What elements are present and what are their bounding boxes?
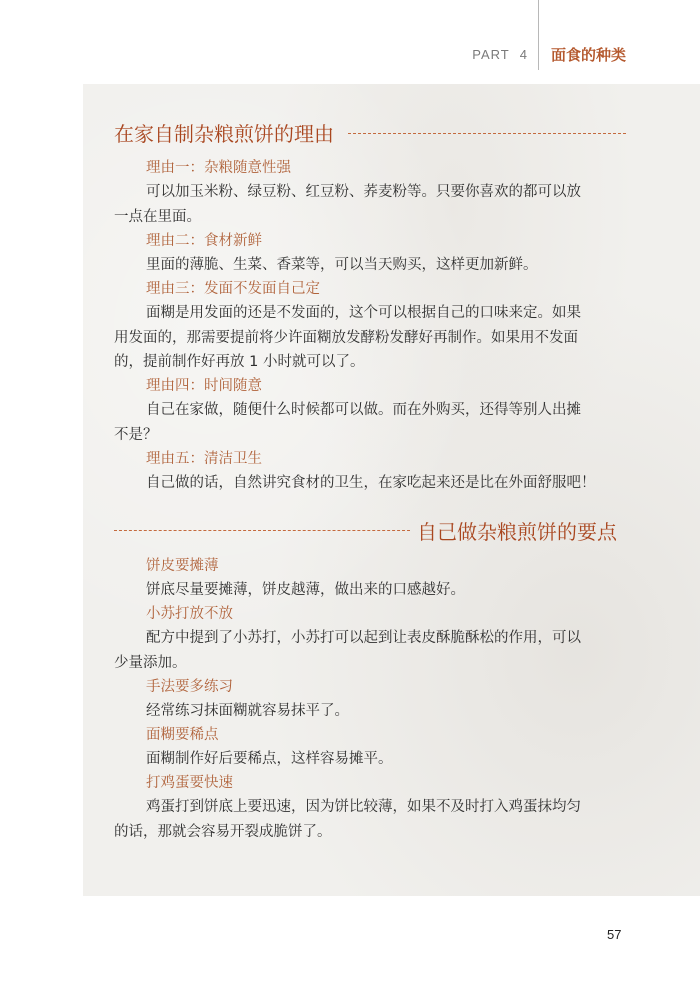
reason-1-line-2: 一点在里面。	[114, 209, 201, 225]
tip-1-title: 饼皮要摊薄	[146, 558, 219, 574]
reason-5-line-1: 自己做的话，自然讲究食材的卫生，在家吃起来还是比在外面舒服吧！	[146, 475, 596, 491]
part-number: 4	[519, 47, 528, 62]
reason-3-line-1: 面糊是用发面的还是不发面的，这个可以根据自己的口味来定。如果	[146, 305, 581, 321]
tip-5-line-1: 鸡蛋打到饼底上要迅速，因为饼比较薄，如果不及时打入鸡蛋抹均匀	[146, 799, 581, 815]
reason-1-line-1: 可以加玉米粉、绿豆粉、红豆粉、荞麦粉等。只要你喜欢的都可以放	[146, 184, 581, 200]
tip-2-line-1: 配方中提到了小苏打，小苏打可以起到让表皮酥脆酥松的作用，可以	[146, 630, 581, 646]
reason-3-line-2: 用发面的，那需要提前将少许面糊放发酵粉发酵好再制作。如果用不发面	[114, 330, 578, 346]
tip-4-title: 面糊要稀点	[146, 727, 219, 743]
tip-3-title: 手法要多练习	[146, 679, 233, 695]
reason-4-line-1: 自己在家做，随便什么时候都可以做。而在外购买，还得等别人出摊	[146, 402, 581, 418]
page-number: 57	[607, 927, 622, 942]
header-divider	[538, 0, 539, 70]
reason-5-title: 理由五：清洁卫生	[146, 451, 262, 467]
reason-4-title: 理由四：时间随意	[146, 378, 262, 394]
page-header	[0, 0, 700, 80]
reason-1-title: 理由一：杂粮随意性强	[146, 160, 291, 176]
tip-5-title: 打鸡蛋要快速	[146, 775, 233, 791]
reason-2-line-1: 里面的薄脆、生菜、香菜等，可以当天购买，这样更加新鲜。	[146, 257, 538, 273]
reason-3-title: 理由三：发面不发面自己定	[146, 281, 320, 297]
tip-3-line-1: 经常练习抹面糊就容易抹平了。	[146, 703, 349, 719]
reason-3-line-3: 的，提前制作好再放 1 小时就可以了。	[114, 354, 365, 370]
section1-dashed-rule	[348, 133, 626, 134]
tip-2-line-2: 少量添加。	[114, 655, 187, 671]
section2-title: 自己做杂粮煎饼的要点	[417, 520, 617, 544]
part-label	[472, 47, 528, 62]
reason-4-line-2: 不是？	[114, 427, 158, 443]
section2-dashed-rule	[114, 530, 410, 531]
section1-title: 在家自制杂粮煎饼的理由	[114, 122, 334, 146]
tip-1-line-1: 饼底尽量要摊薄，饼皮越薄，做出来的口感越好。	[146, 582, 465, 598]
tip-5-line-2: 的话，那就会容易开裂成脆饼了。	[114, 824, 332, 840]
tip-2-title: 小苏打放不放	[146, 606, 233, 622]
part-text: PART	[472, 47, 510, 62]
tip-4-line-1: 面糊制作好后要稀点，这样容易摊平。	[146, 751, 393, 767]
chapter-title: 面食的种类	[551, 46, 627, 64]
reason-2-title: 理由二：食材新鲜	[146, 233, 262, 249]
